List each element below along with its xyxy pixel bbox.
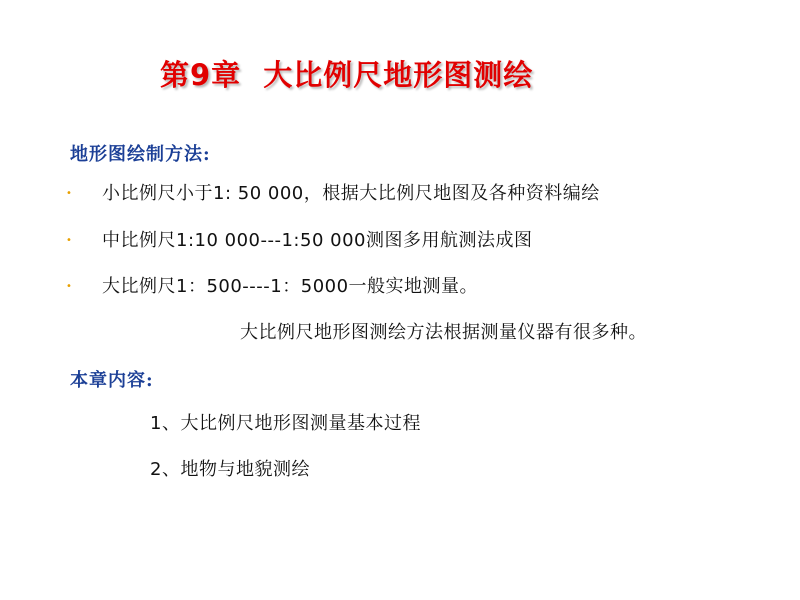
contents-heading: 本章内容: (70, 370, 154, 391)
slide-title (160, 50, 533, 100)
bullet-text: 中比例尺1:10 000---1:50 000测图多用航测法成图 (102, 230, 533, 251)
bullet-icon: • (66, 235, 72, 246)
contents-item: 2、地物与地貌测绘 (150, 459, 310, 480)
methods-note: 大比例尺地形图测绘方法根据测量仪器有很多种。 (240, 322, 647, 343)
chapter-number: 第9章 (160, 58, 242, 92)
contents-item: 1、大比例尺地形图测量基本过程 (150, 413, 421, 434)
bullet-icon: • (66, 281, 72, 292)
methods-heading: 地形图绘制方法: (70, 144, 211, 165)
bullet-icon: • (66, 188, 72, 199)
bullet-text: 小比例尺小于1: 50 000，根据大比例尺地图及各种资料编绘 (102, 183, 600, 204)
chapter-name: 大比例尺地形图测绘 (263, 58, 534, 92)
bullet-text: 大比例尺1：500----1：5000一般实地测量。 (102, 276, 479, 297)
